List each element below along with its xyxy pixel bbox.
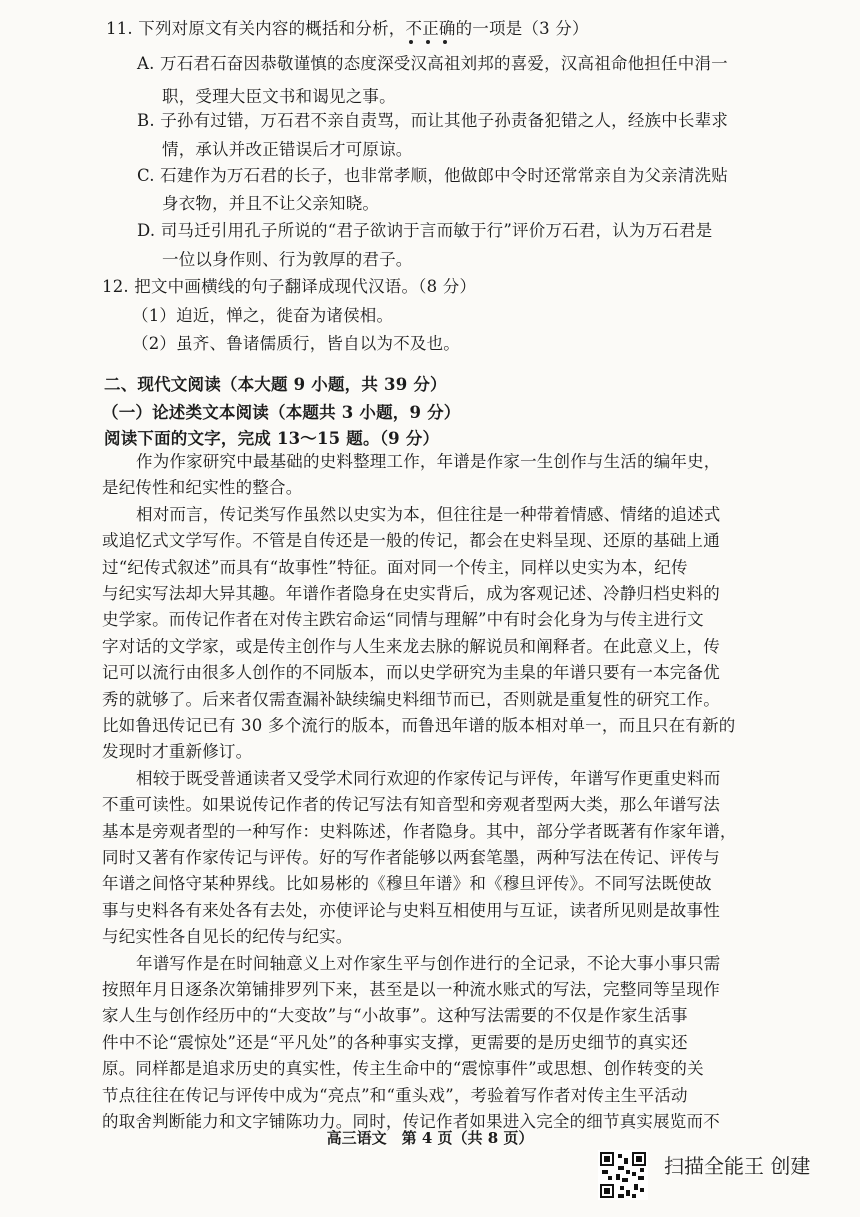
q12-item-2: （2）虽齐、鲁诸儒质行，皆自以为不及也。 bbox=[132, 334, 460, 353]
q11-option-a-cont: 职，受理大臣文书和谒见之事。 bbox=[162, 87, 396, 106]
passage-line: 或追忆式文学写作。不管是自传还是一般的传记，都会在史料呈现、还原的基础上通 bbox=[102, 531, 720, 551]
q11-option-b-cont: 情，承认并改正错误后才可原谅。 bbox=[162, 140, 413, 159]
passage-line: 年谱之间恪守某种界线。比如易彬的《穆旦年谱》和《穆旦评传》。不同写法既使故 bbox=[102, 874, 712, 894]
passage-line: 不重可读性。如果说传记作者的传记写法有知音型和旁观者型两大类，那么年谱写法 bbox=[102, 795, 720, 815]
passage-line: 相对而言，传记类写作虽然以史实为本，但往往是一种带着情感、情绪的追述式 bbox=[136, 504, 721, 524]
passage-line: 字对话的文学家，或是传主创作与人生来龙去脉的解说员和阐释者。在此意义上，传 bbox=[102, 636, 720, 656]
passage-line: 过“纪传式叙述”而具有“故事性”特征。面对同一个传主，同样以史实为本，纪传 bbox=[102, 557, 688, 577]
passage-line: 按照年月日逐条次第铺排罗列下来，甚至是以一种流水账式的写法，完整同等呈现作 bbox=[102, 980, 720, 999]
passage-line: 事与史料各有来处各有去处，亦使评论与史料互相使用与互证，读者所见则是故事性 bbox=[102, 900, 720, 920]
passage-line: 与纪实写法却大异其趣。年谱作者隐身在史实背后，成为客观记述、冷静归档史料的 bbox=[102, 584, 720, 603]
passage-line: 记可以流行由很多人创作的不同版本，而以史学研究为圭臬的年谱只要有一本完备优 bbox=[102, 663, 720, 683]
q12-item-1: （1）迫近，惮之，徙奋为诸侯相。 bbox=[132, 306, 394, 325]
passage-line: 史学家。而传记作者在对传主跌宕命运“同情与理解”中有时会化身为与传主进行文 bbox=[102, 610, 704, 630]
q11-option-d-cont: 一位以身作则、行为敦厚的君子。 bbox=[162, 250, 413, 269]
passage-line: 件中不论“震惊处”还是“平凡处”的各种事实支撑，更需要的是历史细节的真实还 bbox=[102, 1032, 688, 1052]
passage-line: 原。同样都是追求历史的真实性，传主生命中的“震惊事件”或思想、创作转变的关 bbox=[102, 1059, 704, 1079]
q11-option-a: A. 万石君石奋因恭敬谨慎的态度深受汉高祖刘邦的喜爱，汉高祖命他担任中涓一 bbox=[137, 54, 728, 73]
passage-line: 同时又著有作家传记与评传。好的写作者能够以两套笔墨，两种写法在传记、评传与 bbox=[102, 848, 720, 867]
q11-emphasis: 不正确 bbox=[406, 19, 456, 38]
passage-line: 相较于既受普通读者又受学术同行欢迎的作家传记与评传，年谱写作更重史料而 bbox=[136, 768, 721, 788]
page-footer: 高三语文 第 4 页（共 8 页） bbox=[326, 1129, 534, 1147]
reading-instruction: 阅读下面的文字，完成 13～15 题。（9 分） bbox=[104, 429, 440, 448]
passage-line: 发现时才重新修订。 bbox=[102, 742, 253, 762]
passage-line: 比如鲁迅传记已有 30 多个流行的版本，而鲁迅年谱的版本相对单一，而且只在有新的 bbox=[102, 716, 736, 735]
q11-option-d: D. 司马迁引用孔子所说的“君子欲讷于言而敏于行”评价万石君，认为万石君是 bbox=[137, 221, 713, 240]
q11-option-c-cont: 身衣物，并且不让父亲知晓。 bbox=[162, 194, 380, 213]
passage-line: 基本是旁观者型的一种写作：史料陈述，作者隐身。其中，部分学者既著有作家年谱， bbox=[102, 821, 737, 841]
passage-line: 秀的就够了。后来者仅需查漏补缺续编史料细节而已，否则就是重复性的研究工作。 bbox=[102, 689, 720, 709]
passage-line: 年谱写作是在时间轴意义上对作家生平与创作进行的全记录，不论大事小事只需 bbox=[136, 953, 721, 973]
passage-line: 的取舍判断能力和文字铺陈功力。同时，传记作者如果进入完全的细节真实展览而不 bbox=[102, 1112, 720, 1131]
passage-line: 作为作家研究中最基础的史料整理工作，年谱是作家一生创作与生活的编年史， bbox=[136, 452, 721, 471]
passage-line: 与纪实性各自见长的纪传与纪实。 bbox=[102, 927, 353, 947]
passage-line: 家人生与创作经历中的“大变故”与“小故事”。这种写法需要的不仅是作家生活事 bbox=[102, 1006, 688, 1026]
scanner-watermark: 扫描全能王 创建 bbox=[664, 1154, 811, 1178]
section-title: 二、现代文阅读（本大题 9 小题，共 39 分） bbox=[104, 375, 447, 394]
q12-title: 12. 把文中画横线的句子翻译成现代汉语。（8 分） bbox=[102, 277, 477, 296]
q11-title: 11. 下列对原文有关内容的概括和分析，不正确 的一项是（3 分） bbox=[106, 18, 589, 40]
q11-option-b: B. 子孙有过错，万石君不亲自责骂，而让其他子孙责备犯错之人，经族中长辈求 bbox=[137, 111, 729, 130]
passage-line: 是纪传性和纪实性的整合。 bbox=[102, 478, 303, 498]
qr-code-icon bbox=[598, 1150, 648, 1200]
q11-option-c: C. 石建作为万石君的长子，也非常孝顺，他做郎中令时还常常亲自为父亲清洗贴 bbox=[137, 166, 728, 185]
section-subtitle: （一）论述类文本阅读（本题共 3 小题，9 分） bbox=[102, 403, 461, 422]
passage-line: 节点往往在传记与评传中成为“亮点”和“重头戏”，考验着写作者对传主生平活动 bbox=[102, 1085, 688, 1105]
